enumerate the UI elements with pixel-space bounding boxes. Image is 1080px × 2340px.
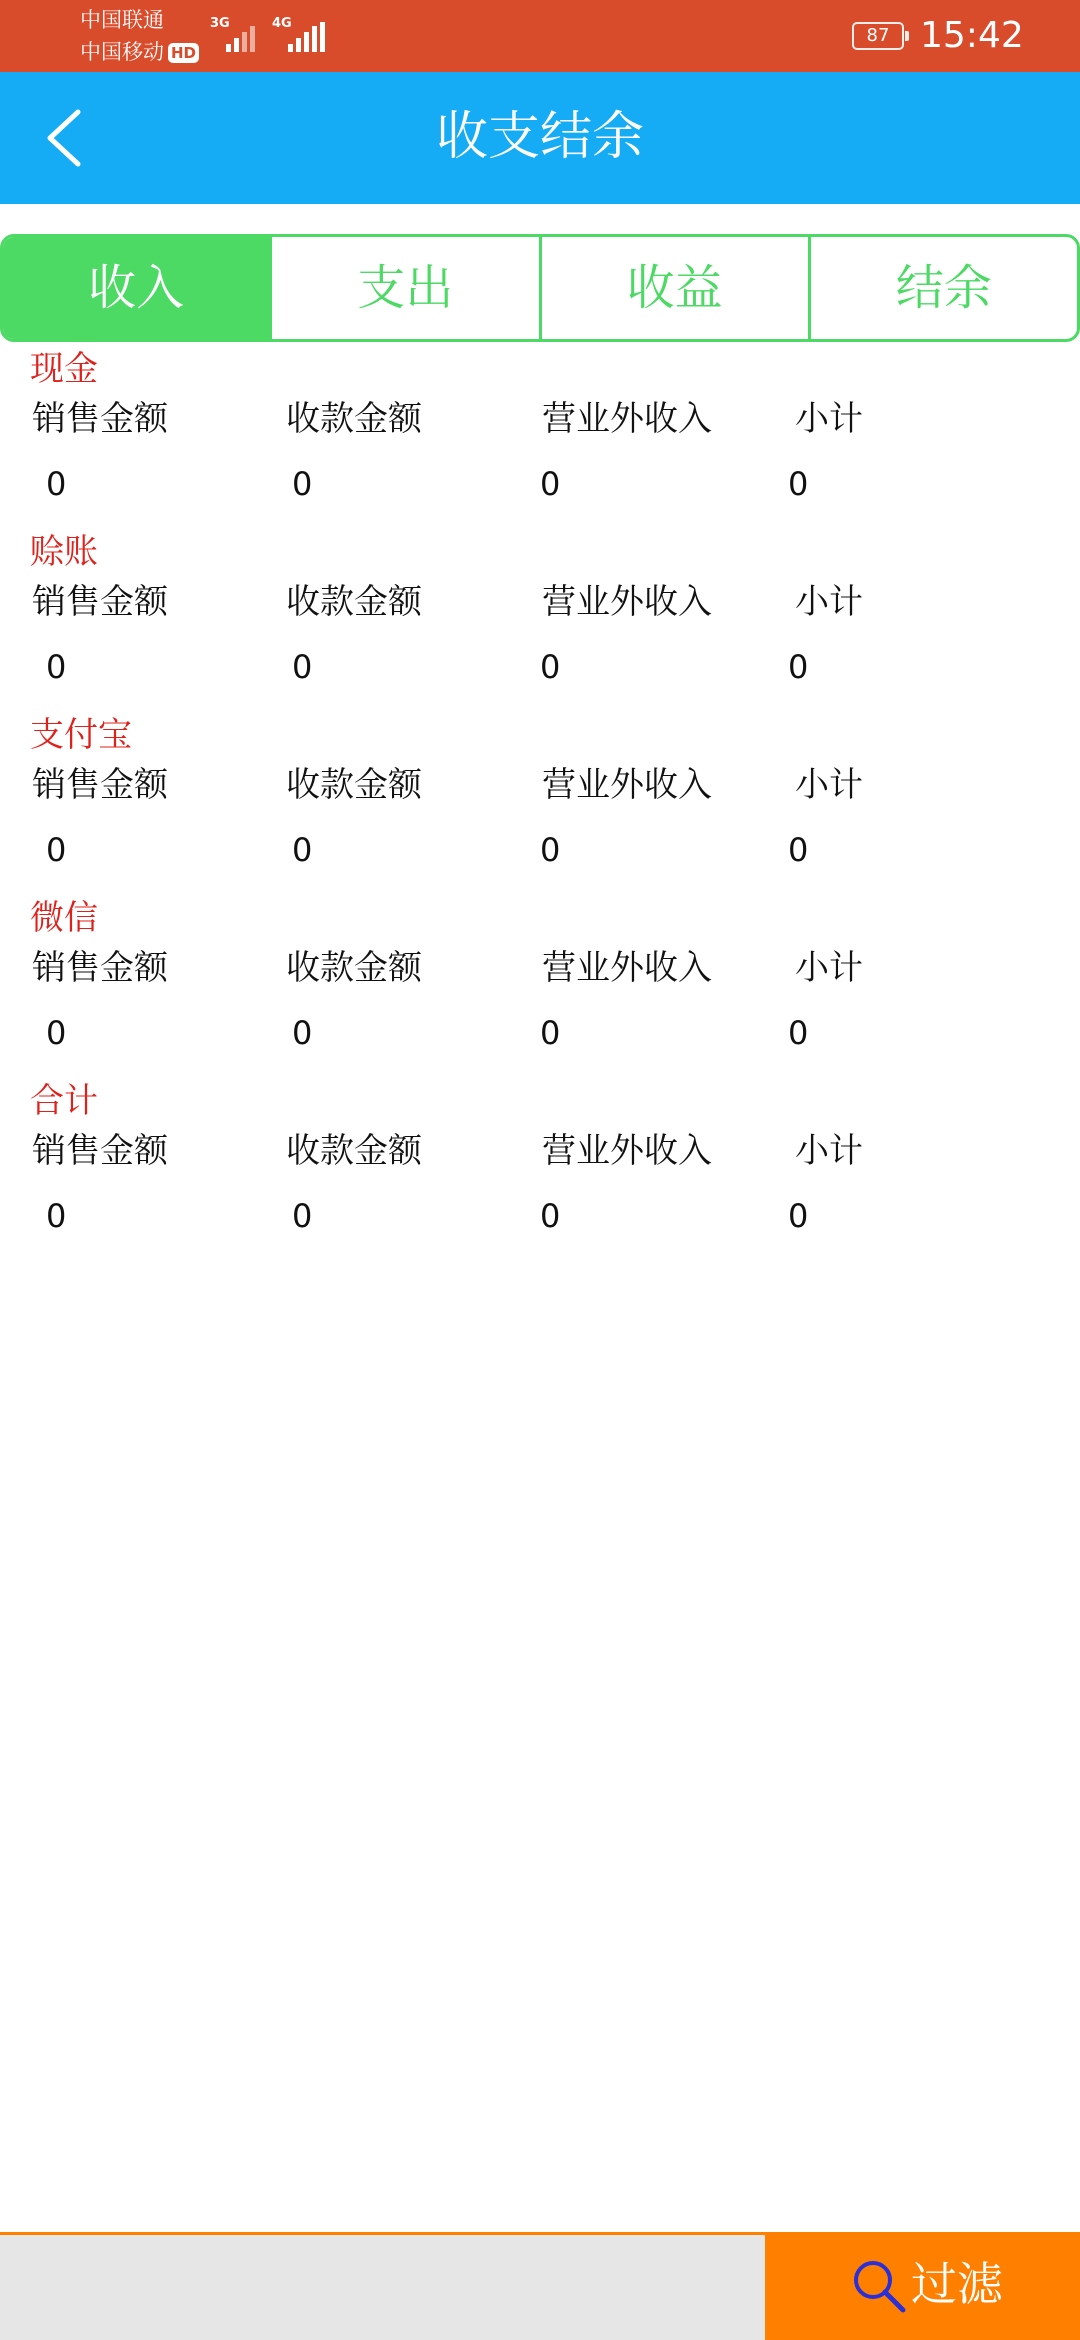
column-label-subtotal: 小计 [795,1131,863,1171]
section-title: 合计 [30,1081,98,1121]
network-type-3g: 3G [210,16,230,31]
carrier-1: 中国联通 [80,8,164,32]
column-label-other-income: 营业外收入 [542,1131,712,1171]
carrier-2-label: 中国移动 [80,40,164,64]
column-label-other-income: 营业外收入 [542,399,712,439]
section-title: 赊账 [30,532,98,572]
value-received: 0 [292,1197,313,1235]
column-label-subtotal: 小计 [795,399,863,439]
tab-bar [0,234,1080,342]
clock: 15:42 [920,15,1024,56]
value-other-income: 0 [540,1014,561,1052]
section-wechat [0,895,1080,1078]
column-label-received: 收款金额 [286,1131,422,1171]
value-other-income: 0 [540,831,561,869]
bottom-bar [0,2232,1080,2340]
column-label-subtotal: 小计 [795,765,863,805]
value-subtotal: 0 [788,831,809,869]
search-icon [851,2258,907,2314]
value-other-income: 0 [540,648,561,686]
column-label-received: 收款金额 [286,765,422,805]
column-label-received: 收款金额 [286,582,422,622]
hd-badge: HD [168,43,199,63]
value-sales: 0 [46,648,67,686]
app-header [0,72,1080,204]
section-title: 微信 [30,898,98,938]
tab-balance[interactable]: 结余 [808,237,1077,339]
value-subtotal: 0 [788,1197,809,1235]
column-label-sales: 销售金额 [32,399,168,439]
value-received: 0 [292,1014,313,1052]
section-total [0,1078,1080,1261]
page-title: 收支结余 [435,107,644,167]
value-sales: 0 [46,1197,67,1235]
battery-level: 87 [866,25,890,46]
section-title: 支付宝 [30,715,132,755]
column-label-received: 收款金额 [286,948,422,988]
network-type-4g: 4G [272,16,292,31]
tab-profit[interactable]: 收益 [539,237,808,339]
column-label-subtotal: 小计 [795,582,863,622]
column-label-sales: 销售金额 [32,582,168,622]
value-sales: 0 [46,465,67,503]
section-credit [0,529,1080,712]
value-subtotal: 0 [788,648,809,686]
value-subtotal: 0 [788,465,809,503]
section-title: 现金 [30,349,98,389]
battery-icon [852,22,904,50]
column-label-other-income: 营业外收入 [542,765,712,805]
section-cash [0,346,1080,529]
column-label-sales: 销售金额 [32,765,168,805]
column-label-sales: 销售金额 [32,1131,168,1171]
value-other-income: 0 [540,465,561,503]
filter-button[interactable] [765,2232,1080,2340]
value-sales: 0 [46,831,67,869]
value-sales: 0 [46,1014,67,1052]
value-other-income: 0 [540,1197,561,1235]
column-label-other-income: 营业外收入 [542,948,712,988]
column-label-other-income: 营业外收入 [542,582,712,622]
tab-income[interactable]: 收入 [3,237,269,339]
value-received: 0 [292,465,313,503]
value-subtotal: 0 [788,1014,809,1052]
status-bar [0,0,1080,72]
carrier-2 [80,38,199,66]
value-received: 0 [292,831,313,869]
value-received: 0 [292,648,313,686]
column-label-subtotal: 小计 [795,948,863,988]
filter-label: 过滤 [911,2257,1003,2311]
column-label-sales: 销售金额 [32,948,168,988]
tab-expense[interactable]: 支出 [269,237,538,339]
section-alipay [0,712,1080,895]
column-label-received: 收款金额 [286,399,422,439]
